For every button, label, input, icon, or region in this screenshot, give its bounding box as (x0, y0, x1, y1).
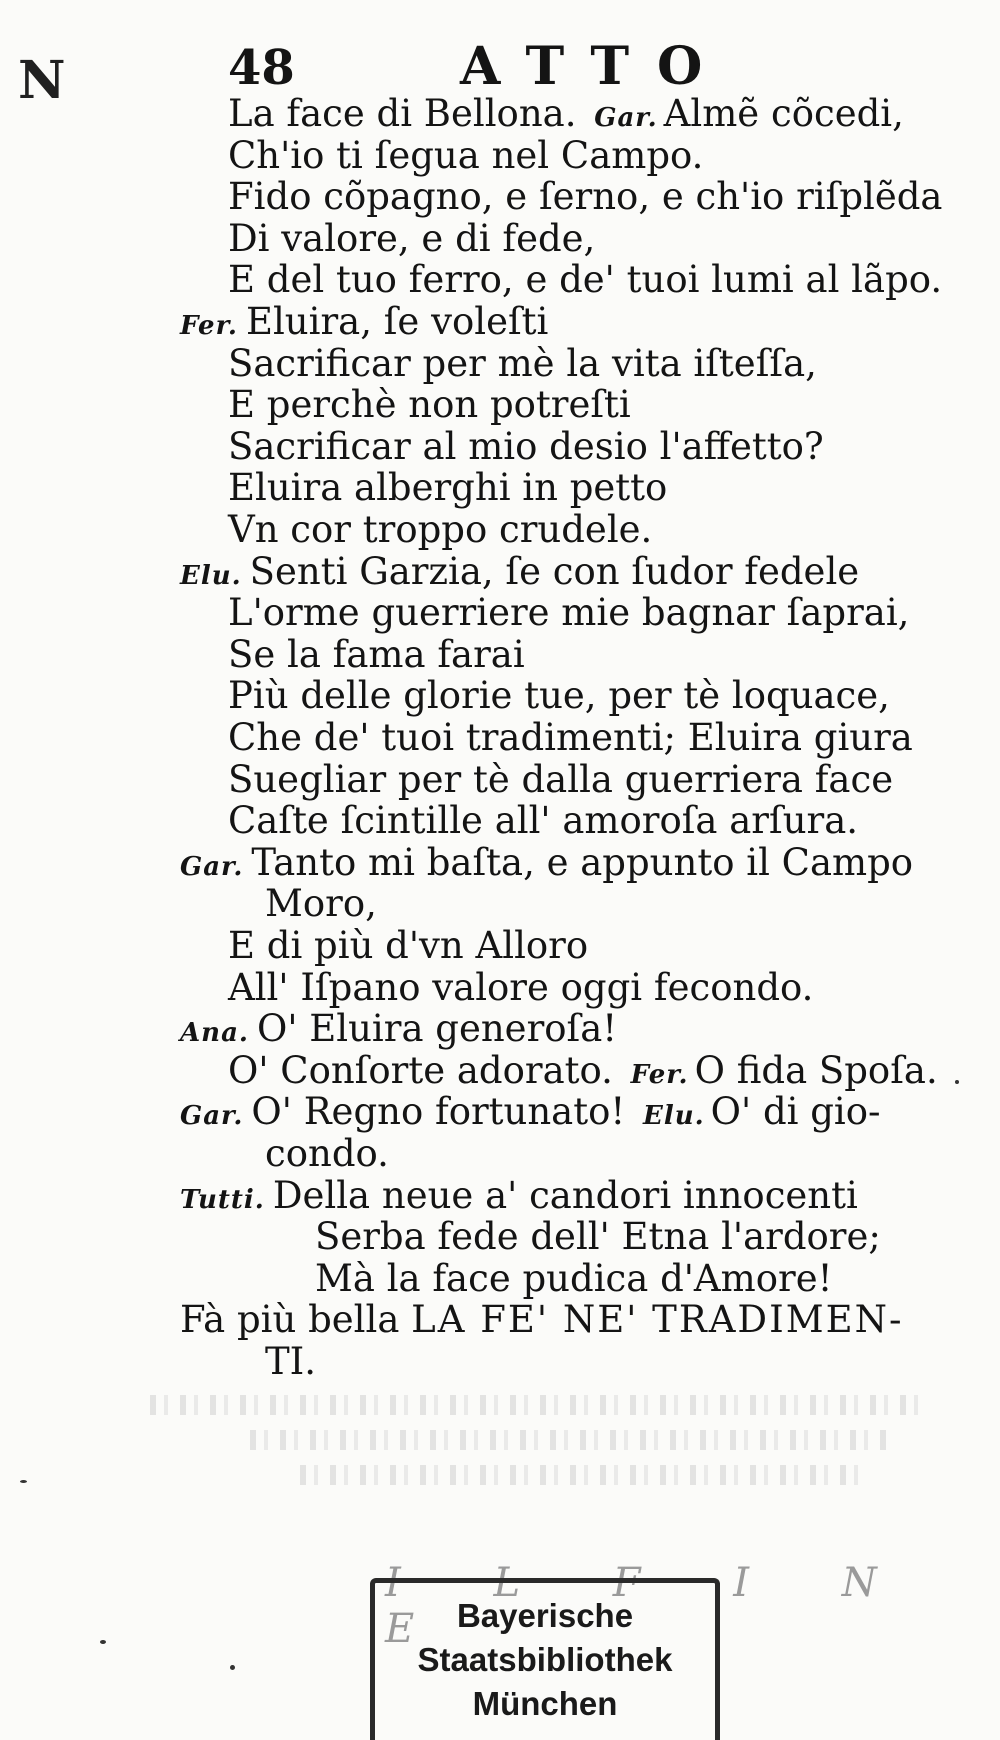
stamp-line-3: München (472, 1685, 618, 1722)
speaker-label: Ana. (180, 1018, 249, 1049)
line-text: La face di Bellona. (228, 92, 589, 135)
ink-speck (20, 1480, 27, 1483)
show-through-line (250, 1430, 890, 1450)
line-text: Serba fede dell' Etna l'ardore; (315, 1215, 881, 1259)
line-text: All' Iſpano valore oggi fecondo. (228, 965, 814, 1009)
line-text: Moro, (265, 882, 377, 926)
line-text-after: O' di gio- (710, 1090, 881, 1134)
library-stamp (370, 1578, 720, 1740)
line-text: O' Eluira generoſa! (256, 1007, 618, 1051)
line-text: Fido cõpagno, e ſerno, e ch'io riſplẽda (228, 175, 943, 219)
verse-line (315, 1215, 881, 1259)
line-text: Vn cor troppo crudele. (228, 508, 653, 551)
line-text: TI. (265, 1340, 317, 1383)
verse-line (228, 258, 942, 302)
verse-line (228, 799, 858, 843)
show-through-line (300, 1465, 860, 1485)
show-through-line (150, 1395, 930, 1415)
stamp-line-1: Bayerische (456, 1597, 634, 1634)
line-text: Sacrificar per mè la vita iſteſſa, (228, 341, 817, 385)
verse-line (265, 1340, 316, 1384)
verse-line (265, 1132, 389, 1176)
verse-line (228, 674, 890, 718)
stamp-line-2: Staatsbibliothek (417, 1641, 673, 1678)
line-text: Che de' tuoi tradimenti; Eluira giura (228, 716, 913, 759)
line-text-after: Almẽ cõcedi, (663, 92, 904, 135)
line-text: Senti Garzia, ſe con ſudor fedele (249, 549, 860, 593)
verse-line (228, 758, 893, 802)
line-text: Sacrificar al mio desio l'affetto? (228, 424, 824, 468)
speaker-label-inline: Elu. (643, 1101, 705, 1132)
line-text: L'orme guerriere mie bagnar ſaprai, (228, 591, 910, 635)
ink-speck (955, 1080, 959, 1084)
speaker-label: Tutti. (180, 1184, 265, 1215)
line-text: O' Regno fortunato! (251, 1090, 638, 1134)
speaker-label: Elu. (180, 560, 242, 591)
line-text: Se la fama farai (228, 632, 525, 676)
speaker-label: Gar. (180, 851, 244, 882)
verse-line (228, 716, 913, 760)
verse-line (228, 633, 525, 677)
line-text: Mà la face pudica d'Amore! (315, 1256, 833, 1300)
verse-line (228, 466, 667, 510)
line-text: Eluira alberghi in petto (228, 466, 668, 510)
verse-line (228, 175, 942, 219)
line-text: Ch'io ti ſegua nel Campo. (228, 133, 704, 177)
verse-line (228, 342, 817, 386)
ink-speck (100, 1640, 106, 1644)
verse-line (228, 383, 631, 427)
line-text: Di valore, e di fede, (228, 216, 596, 260)
line-text: E perchè non potreſti (228, 383, 631, 427)
verse-line (228, 217, 595, 261)
line-text: Suegliar per tè dalla guerriera face (228, 757, 894, 801)
line-text: Più delle glorie tue, per tè loquace, (228, 674, 890, 718)
line-text: condo. (265, 1132, 389, 1175)
running-title: ATTO (460, 36, 731, 97)
verse-line (228, 966, 813, 1010)
speaker-label-inline: Fer. (630, 1059, 689, 1090)
verse-line (228, 924, 588, 968)
line-text: Caſte ſcintille all' amoroſa arſura. (228, 799, 859, 843)
line-text: Fà più bella (180, 1298, 412, 1342)
capitals-title: LA FE' NE' TRADIMEN- (411, 1298, 904, 1342)
line-text: E del tuo ferro, e de' tuoi lumi al lãpo. (228, 258, 943, 302)
speaker-label: Gar. (180, 1101, 244, 1132)
page-number: 48 (228, 40, 295, 96)
line-text: Della neue a' candori innocenti (272, 1173, 858, 1217)
line-text: Tanto mi baſta, e appunto il Campo (251, 840, 914, 884)
faded-fine-heading: I L F I N E (385, 1560, 917, 1652)
verse-line (228, 591, 909, 635)
line-text: Eluira, ſe voleſti (245, 300, 549, 343)
verse-line (228, 134, 703, 178)
verse-line (228, 508, 652, 552)
margin-fragment: N (18, 50, 66, 111)
verse-line (180, 1298, 903, 1342)
verse-line (265, 882, 377, 926)
verse-line (315, 1257, 832, 1301)
speaker-label-inline: Gar. (594, 103, 658, 133)
ink-speck (230, 1665, 235, 1670)
line-text-after: O fida Spoſa. (694, 1048, 938, 1092)
verse-line (228, 425, 824, 469)
line-text: E di più d'vn Alloro (228, 924, 589, 967)
line-text: O' Conſorte adorato. (228, 1048, 625, 1092)
speaker-label: Fer. (180, 311, 238, 341)
